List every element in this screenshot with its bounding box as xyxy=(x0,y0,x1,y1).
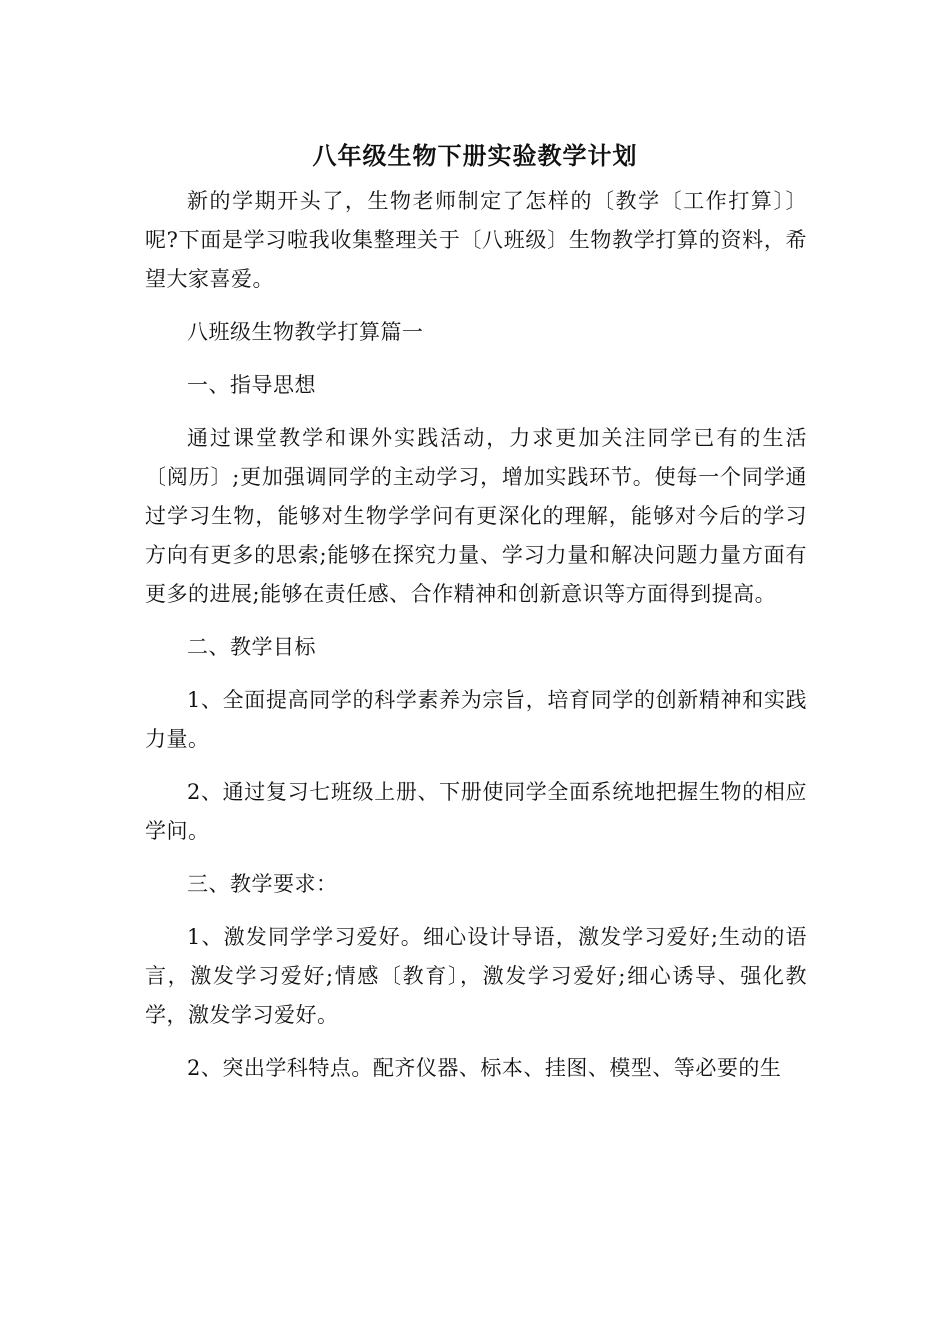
section-heading-plan-one: 八班级生物教学打算篇一 xyxy=(187,320,424,344)
requirement-item-1: 1、激发同学学习爱好。细心设计导语，激发学习爱好;生动的语言，激发学习爱好;情感〔教育〕，激发学习爱好;细心诱导、强化教学，激发学习爱好。 xyxy=(145,925,807,1027)
requirement-item-2: 2、突出学科特点。配齐仪器、标本、挂图、模型、等必要的生 xyxy=(187,1056,782,1080)
intro-paragraph: 新的学期开头了，生物老师制定了怎样的〔教学〔工作打算〕〕呢?下面是学习啦我收集整理关于〔八班级〕生物教学打算的资料，希望大家喜爱。 xyxy=(145,189,807,291)
document-title: 八年级生物下册实验教学计划 xyxy=(312,141,638,170)
goal-item-2: 2、通过复习七班级上册、下册使同学全面系统地把握生物的相应学问。 xyxy=(145,780,807,843)
document-body xyxy=(145,182,807,1102)
goal-item-1: 1、全面提高同学的科学素养为宗旨，培育同学的创新精神和实践力量。 xyxy=(145,688,807,751)
section-heading-guiding-thought: 一、指导思想 xyxy=(187,373,316,397)
section-heading-teaching-goals: 二、教学目标 xyxy=(187,635,316,659)
section-heading-teaching-requirements: 三、教学要求： xyxy=(187,872,338,896)
guiding-thought-paragraph: 通过课堂教学和课外实践活动，力求更加关注同学已有的生活〔阅历〕;更加强调同学的主动学习，增加实践环节。使每一个同学通过学习生物，能够对生物学学问有更深化的理解，能够对今后的学习方向有更多的思索;能够在探究力量、学习力量和解决问题力量方面有更多的进展;能够在责任感、合作精神和创新意识等方面得到提高。 xyxy=(145,426,807,606)
